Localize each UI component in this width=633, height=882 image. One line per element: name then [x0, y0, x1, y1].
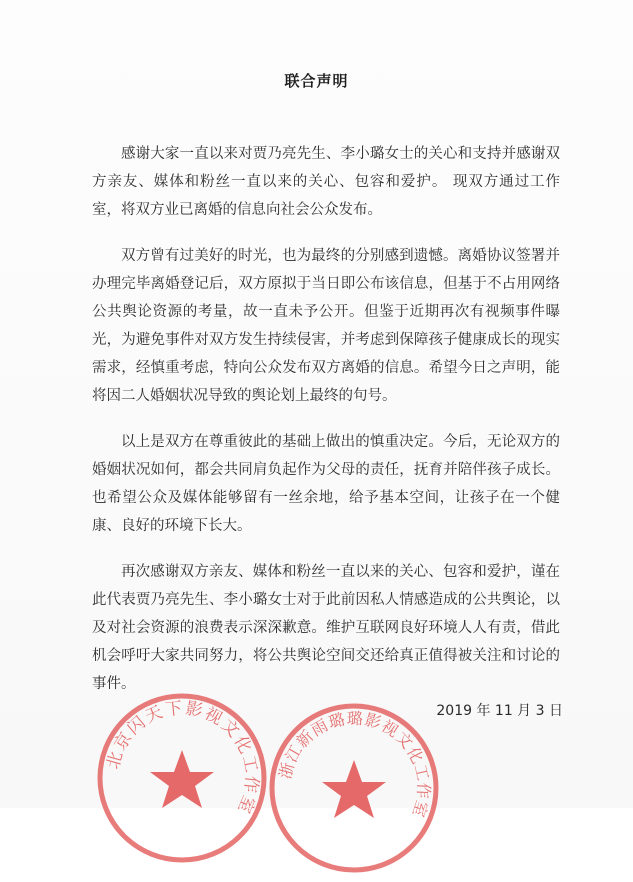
paragraph-4: 再次感谢双方亲友、媒体和粉丝一直以来的关心、包容和爱护，谨在此代表贾乃亮先生、李小璐女士对于此前因私人情感造成的公共舆论，以及对社会资源的浪费表示深深歉意。维护互联网良好环境人人有责，借此机会呼吁大家共同努力，将公共舆论空间交还给真正值得被关注和讨论的事件。 [92, 564, 560, 692]
paragraph-2: 双方曾有过美好的时光，也为最终的分别感到遗憾。离婚协议签署并办理完毕离婚登记后，双方原拟于当日即公布该信息，但基于不占用网络公共舆论资源的考量，故一直未予公开。但鉴于近期再次有视频事件曝光，为避免事件对双方发生持续侵害，并考虑到保障孩子健康成长的现实需求，经慎重考虑，特向公众发布双方离婚的信息。希望今日之声明，能将因二人婚姻状况导致的舆论划上最终的句号。 [92, 248, 560, 404]
star-icon [150, 750, 214, 808]
statement-date: 2019 年 11 月 3 日 [436, 703, 563, 719]
seal-left [92, 688, 272, 868]
paragraph-1: 感谢大家一直以来对贾乃亮先生、李小璐女士的关心和支持并感谢双方亲友、媒体和粉丝一直以来的关心、包容和爱护。 现双方通过工作室，将双方业已离婚的信息向社会公众发布。 [92, 146, 560, 218]
statement-body [92, 140, 560, 716]
seal-right [264, 698, 444, 878]
star-icon [322, 760, 386, 818]
seal-right-text-path: 浙江新雨璐璐影视文化工作室 [275, 708, 434, 821]
document-title: 联合声明 [284, 72, 349, 90]
seal-left-text-path: 北京闪天下影视文化工作室 [103, 698, 262, 818]
paragraph-3: 以上是双方在尊重彼此的基础上做出的慎重决定。今后，无论双方的婚姻状况如何，都会共同肩负起作为父母的责任，抚育并陪伴孩子成长。也希望公众及媒体能够留有一丝余地，给予基本空间，让孩子在一个健康、良好的环境下长大。 [92, 434, 560, 534]
seal-left-svg [92, 688, 272, 868]
seal-right-svg [264, 698, 444, 878]
